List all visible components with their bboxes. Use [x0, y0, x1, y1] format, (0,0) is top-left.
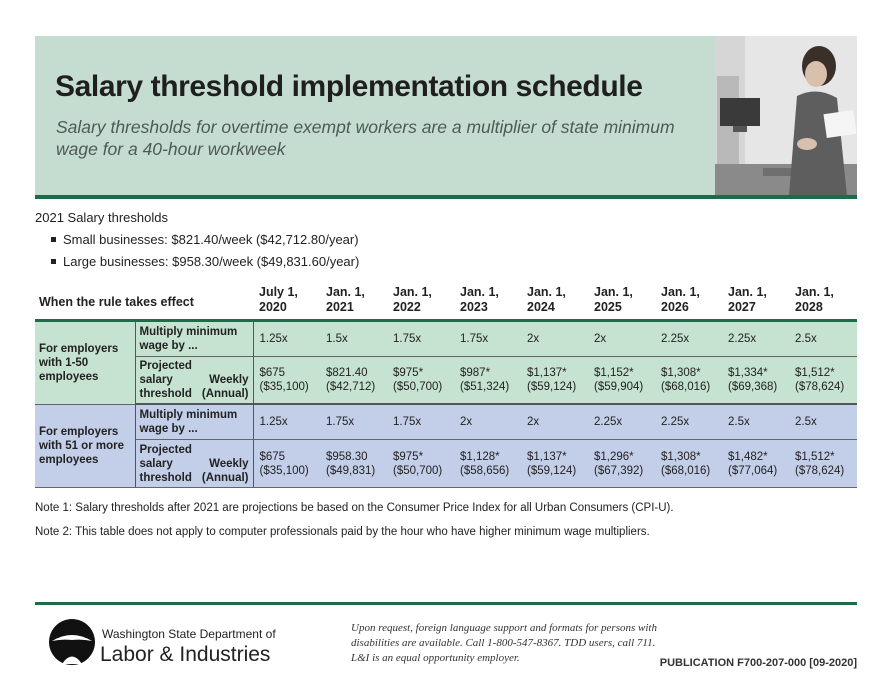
multiply-label: Multiply minimum wage by ...: [135, 404, 253, 440]
projected-cell: $1,308* ($68,016): [655, 440, 722, 488]
projected-cell: $1,128* ($58,656): [454, 440, 521, 488]
column-header-date: Jan. 1, 2021: [326, 285, 365, 315]
projected-cell: $1,512* ($78,624): [789, 440, 857, 488]
projected-cell: $675 ($35,100): [253, 356, 320, 404]
salary-thresholds-section: [35, 209, 359, 273]
multiplier-cell: 2x: [588, 320, 655, 356]
multiplier-cell: 2.5x: [722, 404, 789, 440]
thresholds-list: [51, 229, 359, 273]
column-header-date: Jan. 1, 2023: [460, 285, 499, 315]
column-header-date: Jan. 1, 2028: [795, 285, 834, 315]
group-label-small: For employers with 1-50 employees: [35, 320, 135, 404]
table-row: [35, 356, 857, 404]
multiplier-cell: 1.5x: [320, 320, 387, 356]
page-subtitle: Salary thresholds for overtime exempt workers are a multiplier of state minimum wage for a 40-hour workweek: [56, 117, 675, 159]
column-header-date: July 1, 2020: [259, 285, 298, 315]
column-header-date: Jan. 1, 2027: [728, 285, 767, 315]
column-header-date: Jan. 1, 2024: [527, 285, 566, 315]
multiplier-cell: 1.75x: [387, 404, 454, 440]
multiplier-cell: 2.25x: [655, 404, 722, 440]
multiplier-cell: 1.25x: [253, 404, 320, 440]
multiplier-cell: 2.25x: [588, 404, 655, 440]
column-header-date: Jan. 1, 2026: [661, 285, 700, 315]
header-banner: [35, 36, 857, 196]
multiplier-cell: 2x: [521, 320, 588, 356]
implementation-schedule-table: [35, 282, 857, 488]
note-1: Note 1: Salary thresholds after 2021 are projections be based on the Consumer Price Index for all Urban Consumers (CPI-U).: [35, 502, 674, 514]
projected-label: Projected salary Weekly threshold (Annual): [135, 356, 253, 404]
multiplier-cell: 2.25x: [655, 320, 722, 356]
note-2: Note 2: This table does not apply to computer professionals paid by the hour who have higher minimum wage multipliers.: [35, 526, 650, 538]
table-row: [35, 404, 857, 440]
projected-cell: $975* ($50,700): [387, 440, 454, 488]
projected-cell: $821.40 ($42,712): [320, 356, 387, 404]
multiplier-cell: 2x: [521, 404, 588, 440]
group-label-large: For employers with 51 or more employees: [35, 404, 135, 488]
table-row: [35, 440, 857, 488]
projected-cell: $1,152* ($59,904): [588, 356, 655, 404]
multiply-label: Multiply minimum wage by ...: [135, 320, 253, 356]
multiplier-cell: 1.25x: [253, 320, 320, 356]
projected-cell: $958.30 ($49,831): [320, 440, 387, 488]
list-item: Large businesses: $958.30/week ($49,831.60/year): [51, 251, 359, 273]
multiplier-cell: 2x: [454, 404, 521, 440]
header-photo: [715, 36, 857, 196]
multiplier-cell: 2.5x: [789, 404, 857, 440]
projected-cell: $675 ($35,100): [253, 440, 320, 488]
projected-cell: $1,137* ($59,124): [521, 440, 588, 488]
table-header-row: [35, 282, 857, 320]
publication-number: PUBLICATION F700-207-000 [09-2020]: [659, 657, 857, 669]
multiplier-cell: 2.5x: [789, 320, 857, 356]
projected-label: Projected salary Weekly threshold (Annual): [135, 440, 253, 488]
thresholds-title: 2021 Salary thresholds: [35, 210, 168, 225]
column-header-rule: When the rule takes effect: [39, 294, 194, 309]
accessibility-disclaimer: Upon request, foreign language support and formats for persons with disabilities are available. Call 1-800-547-8367. TDD users, call 711. L&I is an equal opportunity employer.: [351, 622, 657, 664]
projected-cell: $1,137* ($59,124): [521, 356, 588, 404]
table-row: [35, 320, 857, 356]
projected-cell: $975* ($50,700): [387, 356, 454, 404]
multiplier-cell: 1.75x: [454, 320, 521, 356]
projected-cell: $1,334* ($69,368): [722, 356, 789, 404]
dept-name-line1: Washington State Department of: [102, 627, 276, 641]
multiplier-cell: 2.25x: [722, 320, 789, 356]
projected-cell: $1,308* ($68,016): [655, 356, 722, 404]
column-header-date: Jan. 1, 2025: [594, 285, 633, 315]
list-item: Small businesses: $821.40/week ($42,712.80/year): [51, 229, 359, 251]
projected-cell: $987* ($51,324): [454, 356, 521, 404]
footer-divider: [35, 602, 857, 605]
column-header-date: Jan. 1, 2022: [393, 285, 432, 315]
multiplier-cell: 1.75x: [387, 320, 454, 356]
multiplier-cell: 1.75x: [320, 404, 387, 440]
projected-cell: $1,482* ($77,064): [722, 440, 789, 488]
header-divider: [35, 195, 857, 199]
woman-at-desk-image: [715, 36, 857, 196]
page-title: Salary threshold implementation schedule: [55, 70, 643, 103]
lni-logo-icon: [48, 617, 96, 667]
projected-cell: $1,512* ($78,624): [789, 356, 857, 404]
projected-cell: $1,296* ($67,392): [588, 440, 655, 488]
dept-name-line2: Labor & Industries: [100, 643, 271, 666]
